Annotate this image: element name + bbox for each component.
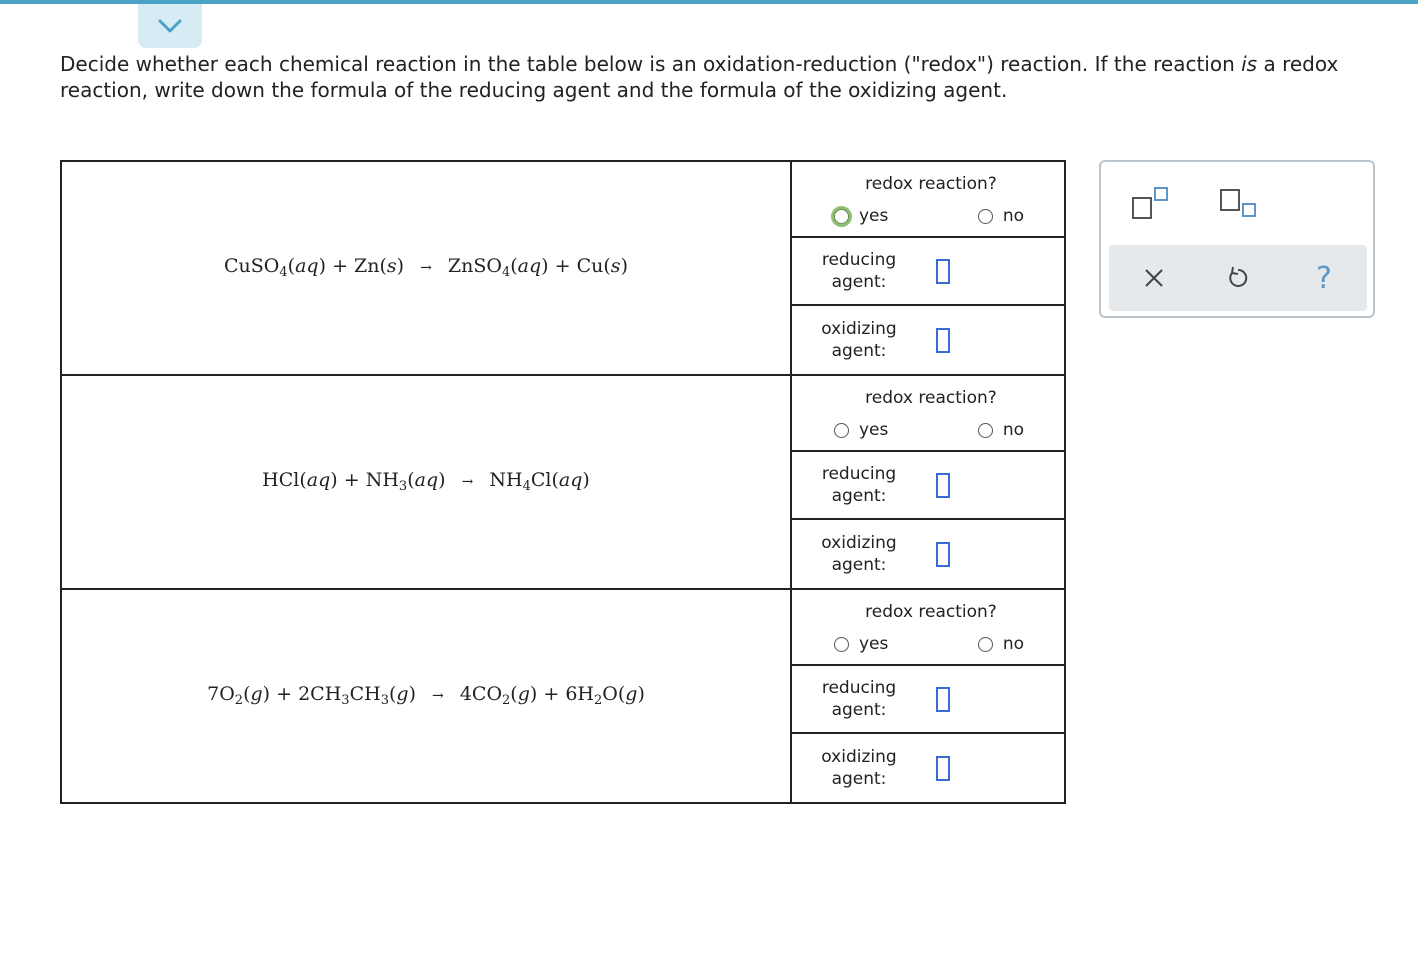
redox-no-option[interactable]: no (978, 206, 1024, 226)
oxidizing-agent-section (792, 520, 1064, 588)
chevron-down-icon (157, 18, 183, 34)
reaction-equation-cell (61, 375, 791, 589)
redox-question-label: redox reaction? (865, 602, 997, 622)
redox-question-label: redox reaction? (865, 388, 997, 408)
action-toolbar (1109, 245, 1367, 311)
redox-no-option[interactable]: no (978, 420, 1024, 440)
superscript-tool-icon (1129, 184, 1173, 224)
close-icon (1142, 266, 1166, 290)
subscript-button[interactable] (1217, 184, 1261, 224)
oxidizing-agent-section (792, 734, 1064, 802)
reaction-equation-cell (61, 161, 791, 375)
reaction-row-3 (61, 589, 1065, 803)
oxidizing-agent-label: oxidizing agent: (821, 747, 897, 789)
answer-cell (791, 161, 1065, 375)
reducing-agent-section (792, 238, 1064, 306)
oxidizing-agent-input[interactable] (936, 328, 950, 353)
reducing-agent-input[interactable] (936, 687, 950, 712)
reducing-agent-label: reducing agent: (821, 678, 897, 720)
redox-question-section (792, 590, 1064, 666)
reaction-row-1 (61, 161, 1065, 375)
redox-no-option[interactable]: no (978, 634, 1024, 654)
top-accent-bar (0, 0, 1418, 4)
reaction-equation-cell (61, 589, 791, 803)
redox-yes-option[interactable]: yes (834, 634, 888, 654)
reaction-table (60, 160, 1066, 804)
reducing-agent-section (792, 666, 1064, 734)
undo-button[interactable] (1213, 245, 1263, 311)
oxidizing-agent-label: oxidizing agent: (821, 533, 897, 575)
reaction-equation-3: $7O_2(g) + 2CH_3CH_3(g) \to 4CO_2(g) + 6H_2O(g)$ (207, 683, 645, 708)
reducing-agent-input[interactable] (936, 259, 950, 284)
undo-icon (1225, 265, 1251, 291)
reaction-arrow: → (461, 474, 474, 490)
reducing-agent-section (792, 452, 1064, 520)
reaction-arrow: → (420, 260, 432, 276)
question-prompt: Decide whether each chemical reaction in the table below is an oxidation-reduction ("redox") reaction. If the reaction is a redox reaction, write down the formula of the reducing agent and the formula of the oxidizing agent. (60, 52, 1339, 102)
reaction-row-2 (61, 375, 1065, 589)
redox-question-label: redox reaction? (865, 174, 997, 194)
reaction-equation-1: CuSO$_4$(aq) + Zn(s) → ZnSO$_4$(aq) + Cu(s) (224, 255, 628, 280)
oxidizing-agent-input[interactable] (936, 542, 950, 567)
clear-button[interactable] (1129, 245, 1179, 311)
redox-question-section (792, 376, 1064, 452)
math-tool-panel (1099, 160, 1375, 318)
oxidizing-agent-label: oxidizing agent: (821, 319, 897, 361)
redox-yes-option[interactable]: yes (834, 206, 888, 226)
subscript-tool-icon (1217, 184, 1261, 224)
oxidizing-agent-section (792, 306, 1064, 374)
superscript-button[interactable] (1129, 184, 1173, 224)
reducing-agent-label: reducing agent: (821, 464, 897, 506)
reducing-agent-input[interactable] (936, 473, 950, 498)
radio-no-1[interactable] (978, 209, 993, 224)
answer-cell (791, 589, 1065, 803)
radio-yes-1[interactable] (834, 209, 849, 224)
reaction-arrow: → (432, 688, 444, 704)
answer-cell (791, 375, 1065, 589)
radio-no-3[interactable] (978, 637, 993, 652)
help-button[interactable] (1299, 245, 1349, 311)
radio-no-2[interactable] (978, 423, 993, 438)
redox-yes-option[interactable]: yes (834, 420, 888, 440)
radio-yes-2[interactable] (834, 423, 849, 438)
collapse-toggle-button[interactable] (138, 4, 202, 48)
reaction-equation-2: $HCl(aq) + NH_3(aq) \to NH_4Cl(aq)$ (262, 469, 590, 494)
help-icon: ? (1316, 260, 1332, 296)
oxidizing-agent-input[interactable] (936, 756, 950, 781)
reducing-agent-label: reducing agent: (821, 250, 897, 292)
redox-question-section (792, 162, 1064, 238)
radio-yes-3[interactable] (834, 637, 849, 652)
